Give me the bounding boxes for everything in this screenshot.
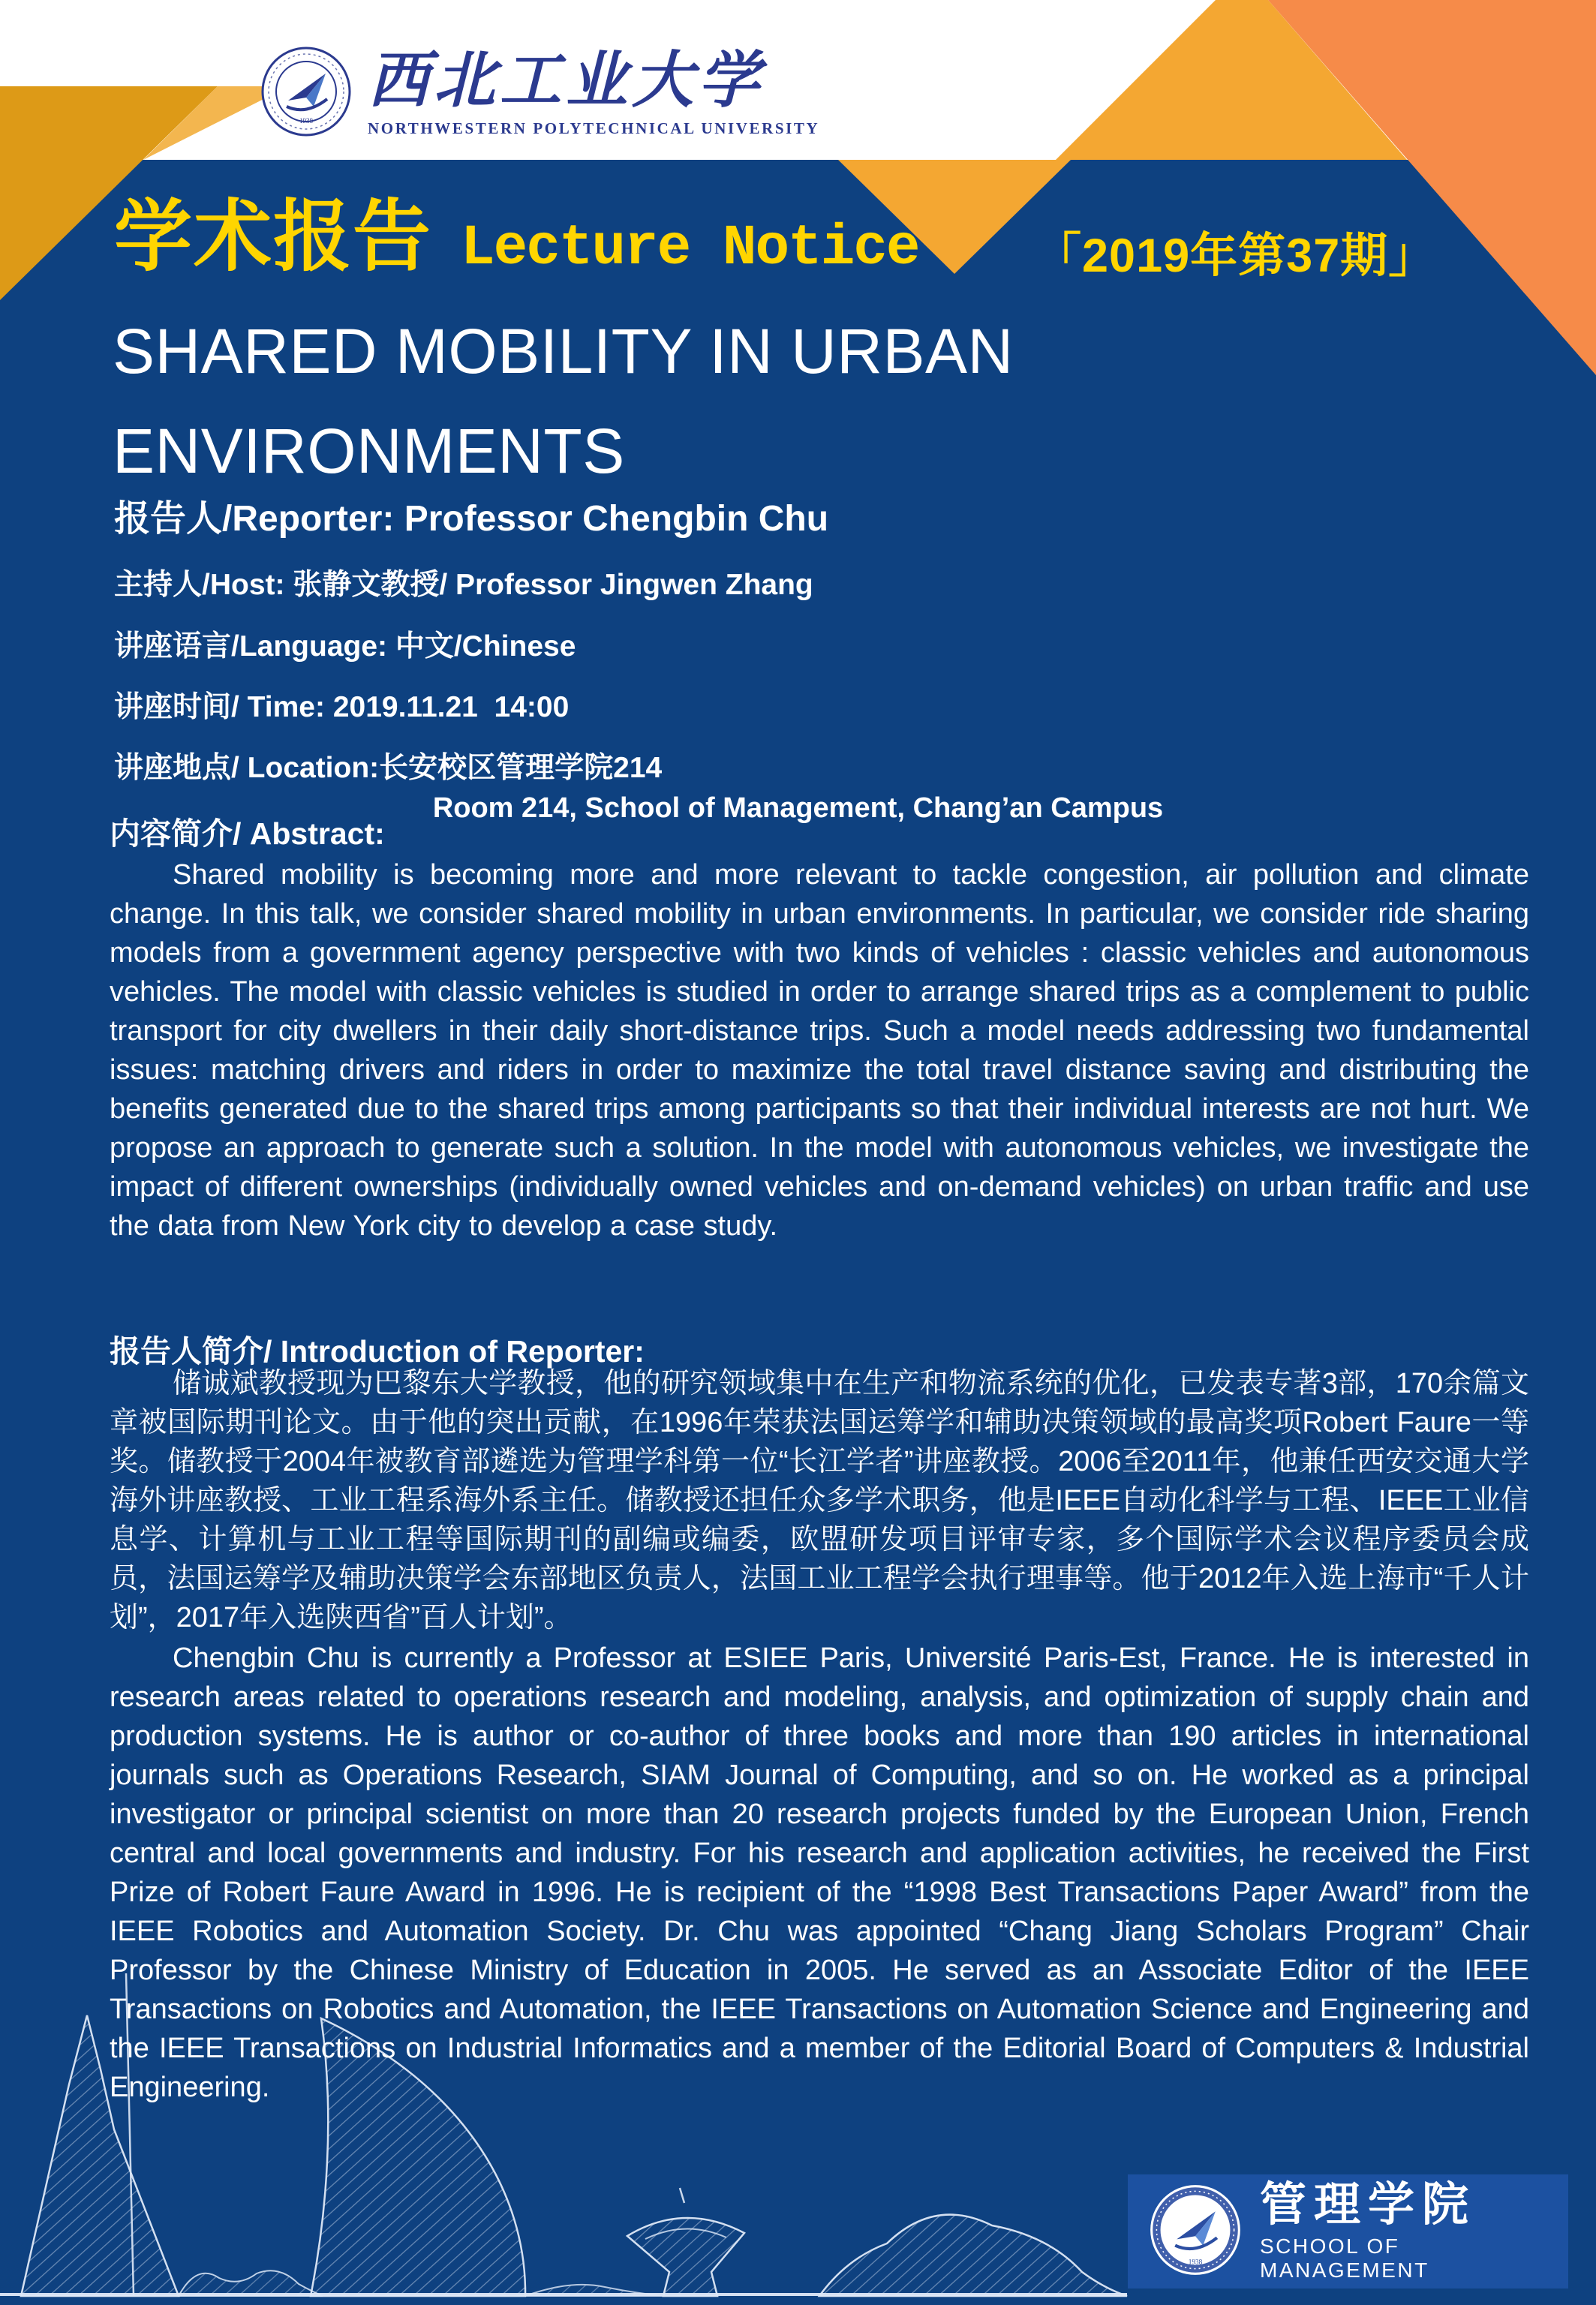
abstract-heading: 内容简介/ Abstract:	[110, 816, 385, 851]
svg-text:1938: 1938	[299, 117, 313, 125]
university-name-en: NORTHWESTERN POLYTECHNICAL UNIVERSITY	[368, 119, 820, 138]
info-location: 讲座地点/ Location:长安校区管理学院214	[114, 752, 663, 784]
som-emblem-icon	[1147, 2182, 1243, 2282]
abstract-body: Shared mobility is becoming more and more relevant to tackle congestion, air pollution and climate change. In this talk, we consider shared mobility in urban environments. In particular, we consider ride sharing models from a government agency perspective with two kinds of vehicles : classic vehicles and autonomous vehicles. The model with classic vehicles is studied in order to arrange shared trips as a complement to public transport for city dwellers in their daily short-distance trips. Such a model needs addressing two fundamental issues: matching drivers and riders in order to maximize the total travel distance saving and distributing the benefits generated due to the shared trips among participants so that their individual interests are not hurt. We propose an approach to generate such a solution. In the model with autonomous vehicles, we investigate the impact of different ownerships (individually owned vehicles and on-demand vehicles) on urban traffic and use the data from New York city to develop a case study.	[110, 859, 1529, 1242]
university-logo	[260, 45, 819, 142]
lecture-title-line2: ENVIRONMENTS	[113, 416, 625, 486]
banner-title	[114, 194, 919, 281]
info-reporter: 报告人/Reporter: Professor Chengbin Chu	[114, 499, 829, 539]
info-location-en: Room 214, School of Management, Chang’an Campus	[432, 792, 1164, 824]
lecture-title	[113, 302, 1553, 501]
svg-text:1938: 1938	[1188, 2258, 1203, 2266]
info-host: 主持人/Host: 张静文教授/ Professor Jingwen Zhang	[114, 569, 813, 601]
som-name-cn: 管理学院	[1260, 2179, 1477, 2231]
banner-title-cn: 学术报告	[114, 194, 433, 281]
school-of-management-logo	[1128, 2174, 1568, 2288]
info-language: 讲座语言/Language: 中文/Chinese	[114, 630, 576, 663]
intro-body-cn: 储诚斌教授现为巴黎东大学教授，他的研究领域集中在生产和物流系统的优化，已发表专著3部，170余篇文章被国际期刊论文。由于他的突出贡献，在1996年荣获法国运筹学和辅助决策领域的最高奖项Robert Faure一等奖。储教授于2004年被教育部遴选为管理学科第一位“长江学者”讲座教授。2006至2011年，他兼任西安交通大学海外讲座教授、工业工程系海外系主任。储教授还担任众多学术职务，他是IEEE自动化科学与工程、IEEE工业信息学、计算机与工业工程等国际期刊的副编或编委，欧盟研发项目评审专家，多个国际学术会议程序委员会成员，法国运筹学及辅助决策学会东部地区负责人，法国工业工程学会执行理事等。他于2012年入选上海市“千人计划”，2017年入选陕西省”百人计划”。	[110, 1368, 1529, 1633]
lecture-title-line1: SHARED MOBILITY IN URBAN	[113, 316, 1014, 386]
intro-body-en: Chengbin Chu is currently a Professor at ESIEE Paris, Université Paris-Est, France. He is interested in research areas related to operations research and modeling, analysis, and optimization of supply chain and production systems. He is author or co-author of three books and more than 190 articles in international journals such as Operations Research, SIAM Journal of Computing, and so on. He worked as a principal investigator or principal scientist on more than 20 research projects funded by the European Union, French central and local governments and industry. For his research and application activities, he received the First Prize of Robert Faure Award in 1996. He is recipient of the “1998 Best Transactions Paper Award” from the IEEE Robotics and Automation Society. Dr. Chu was appointed “Chang Jiang Scholars Program” Chair Professor by the Chinese Ministry of Education in 2005. He served as an Associate Editor of the IEEE Transactions on Robotics and Automation, the IEEE Transactions on Automation Science and Engineering and the IEEE Transactions on Industrial Informatics and a member of the Editorial Board of Computers & Industrial Engineering.	[110, 1642, 1529, 2103]
info-time: 讲座时间/ Time: 2019.11.21 14:00	[114, 691, 570, 723]
banner-title-en: Lecture Notice	[461, 216, 919, 281]
university-name-cn: 西北工业大学	[368, 46, 764, 115]
issue-number: 「2019年第37期」	[1034, 230, 1437, 282]
npu-emblem-icon	[260, 45, 353, 142]
som-name-en: SCHOOL OF MANAGEMENT	[1260, 2234, 1429, 2282]
intro-heading: 报告人简介/ Introduction of Reporter:	[110, 1334, 645, 1369]
